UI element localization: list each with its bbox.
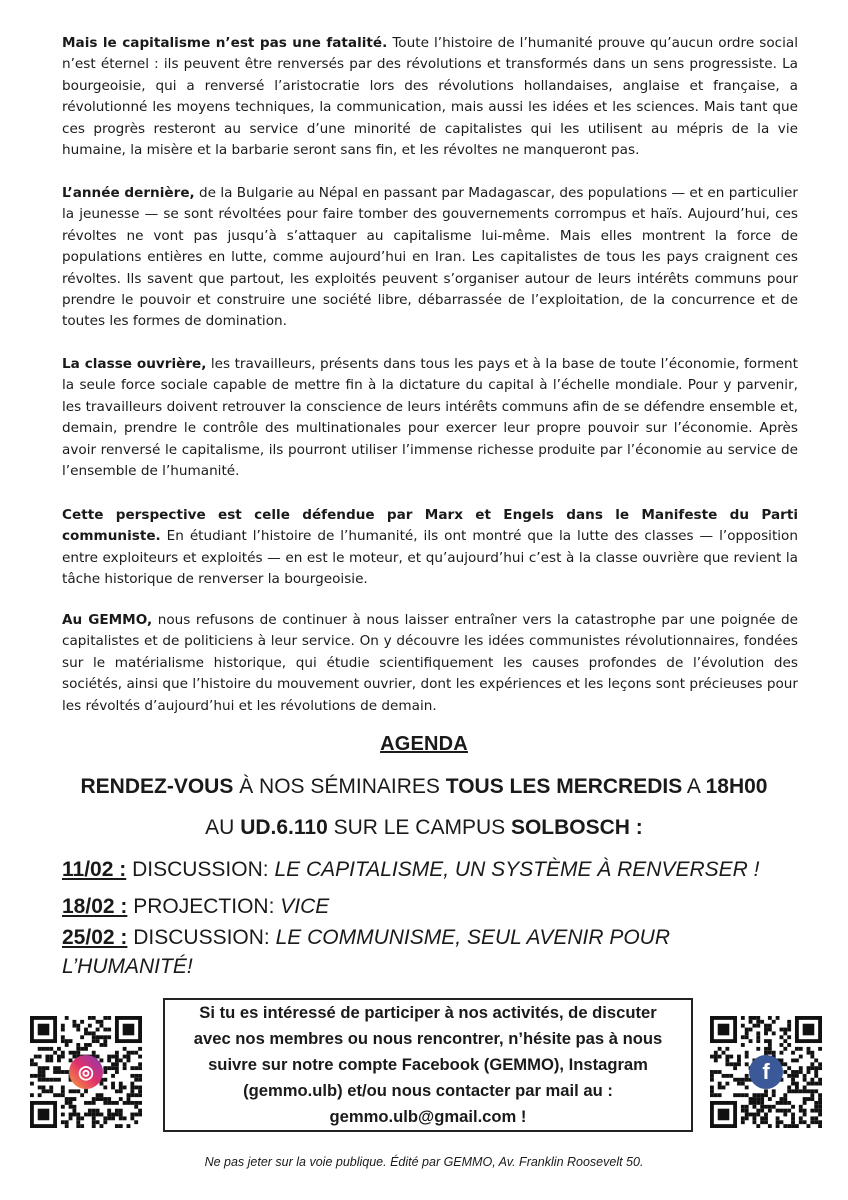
instagram-icon: ◎ [69,1055,103,1089]
paragraph-gemmo [62,610,798,717]
event-date: 18/02 : [62,895,128,918]
paragraph-lead: Mais le capitalisme n’est pas une fatalité. [62,35,388,51]
agenda-event [62,923,682,981]
agenda-title: AGENDA [380,733,468,755]
agenda-event [62,855,802,884]
schedule-emphasis: TOUS LES MERCREDIS [445,775,683,798]
agenda-location-line [0,816,848,840]
paragraph-marx-engels [62,505,798,591]
paragraph-lead: Cette perspective est celle défendue par Marx et Engels dans le Manifeste du Parti communiste. [62,507,798,545]
footer-legal-note: Ne pas jeter sur la voie publique. Édité par GEMMO, Av. Franklin Roosevelt 50. [204,1155,644,1169]
paragraph-body: Toute l’histoire de l’humanité prouve qu’aucun ordre social n’est éternel : ils peuvent être renversés par des révolutions et transformés dans un sens progressiste. La bourgeoisie, qui a renversé l’aristocratie lors des révolutions hollandaises, anglaise et française, a révolutionné les moyens techniques, la communication, mais aussi les idées et les sciences. Mais tant que ces progrès resteront au service d’une minorité de capitalistes qui les utilisent au mépris de la vie humaine, la misère et la barbarie seront sans fin, et les révoltes ne manqueront pas. [62,35,798,159]
schedule-emphasis: RENDEZ-VOUS [80,775,234,798]
paragraph-body: nous refusons de continuer à nous laisser entraîner vers la catastrophe par une poignée de capitalistes et de politiciens à leur service. On y découvre les idées communistes révolutionnaires, fondées sur le matérialisme historique, qui étudie scientifiquement les causes profondes de l’évolution des sociétés, ainsi que l’histoire du mouvement ouvrier, dont les expériences et les leçons sont précieuses pour les révoltés d’aujourd’hui et les révolutions de demain. [62,612,798,714]
paragraph-body: les travailleurs, présents dans tous les pays et à la base de toute l’économie, forment la seule force sociale capable de mettre fin à la dictature du capital à l’échelle mondiale. Pour y parvenir, les travailleurs doivent retrouver la conscience de leurs intérêts communs afin de se défendre ensemble et, demain, prendre le contrôle des multinationales pour exercer leur propre pouvoir sur l’économie. Après avoir renversé le capitalisme, ils pourront utiliser l’immense richesse produite par l’économie au service de l’ensemble de l’humanité. [62,356,798,480]
facebook-icon: f [749,1055,783,1089]
paragraph-working-class [62,354,798,482]
schedule-emphasis: 18H00 [705,775,768,798]
agenda-event [62,892,802,921]
paragraph-body: de la Bulgarie au Népal en passant par Madagascar, des populations — et en particulier la jeunesse — se sont révoltées pour faire tomber des gouvernements corrompus et haïs. Aujourd’hui, ces révoltes ne vont pas jusqu’à s’attaquer au capitalisme lui-même. Mais elles montrent la force de populations entières en lutte, comme aujourd’hui en Iran. Les capitalistes de tous les pays craignent ces révoltes. Ils savent que partout, les exploités peuvent s’organiser autour de leurs intérêts communs pour prendre le pouvoir et construire une société libre, débarrassée de l’exploitation, de la concurrence et de toutes les formes de domination. [62,185,798,330]
schedule-text: A [682,775,706,798]
paragraph-lead: L’année dernière, [62,185,195,201]
instagram-qr-code[interactable] [30,1016,142,1128]
paragraph-capitalism [62,33,798,161]
event-title: VICE [280,895,330,918]
event-kind: PROJECTION: [127,895,281,918]
event-title: LE COMMUNISME, SEUL AVENIR POUR L’HUMANITÉ! [62,926,671,978]
location-text: SUR LE CAMPUS [327,816,511,839]
facebook-qr-code[interactable] [710,1016,822,1128]
contact-info-text: Si tu es intéressé de participer à nos activités, de discuter avec nos membres ou nous rencontrer, n’hésite pas à nous suivre sur notre compte Facebook (GEMMO), Instagram (gemmo.ulb) et/ou nous contacter par mail au : gemmo.ulb@gmail.com ! [193,1003,663,1126]
event-title: LE CAPITALISME, UN SYSTÈME À RENVERSER ! [274,858,760,881]
agenda-schedule-line [0,775,848,799]
paragraph-lead: Au GEMMO, [62,612,153,628]
event-date: 11/02 : [62,858,127,881]
paragraph-body: En étudiant l’histoire de l’humanité, ils ont montré que la lutte des classes — l’opposition entre exploiteurs et exploités — en est le moteur, et qu’aujourd’hui c’est à la classe ouvrière que revient la tâche historique de renverser la bourgeoisie. [62,528,798,588]
paragraph-last-year [62,183,798,333]
event-kind: DISCUSSION: [127,926,276,949]
event-date: 25/02 : [62,926,128,949]
location-text: AU [205,816,241,839]
event-kind: DISCUSSION: [126,858,275,881]
schedule-text: À NOS SÉMINAIRES [233,775,446,798]
location-emphasis: UD.6.110 [240,816,328,839]
contact-info-box [163,998,693,1132]
paragraph-lead: La classe ouvrière, [62,356,207,372]
location-emphasis: SOLBOSCH : [510,816,643,839]
